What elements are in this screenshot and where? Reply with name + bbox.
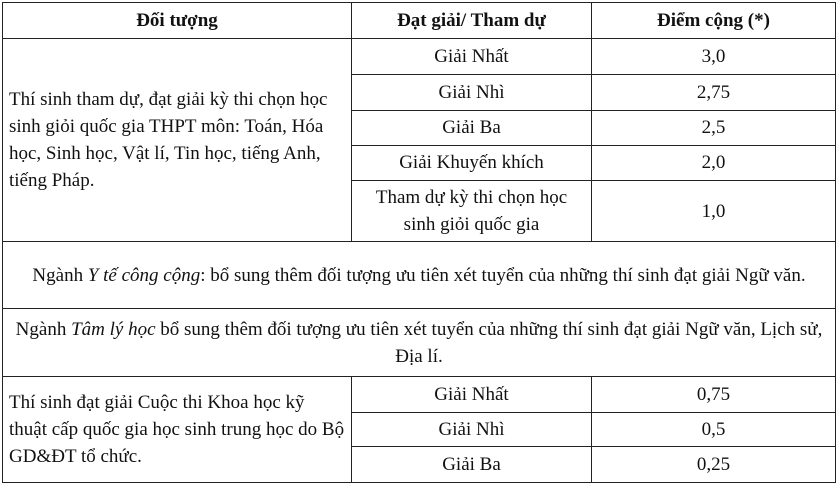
note-row-public-health — [3, 242, 836, 308]
note-row-psychology — [3, 308, 836, 376]
major-name: Y tế công cộng — [87, 264, 201, 286]
header-row — [3, 3, 836, 39]
points-cell: 2,5 — [592, 110, 836, 145]
note-public-health — [3, 242, 836, 308]
table-row — [3, 39, 836, 75]
award-cell: Giải Khuyến khích — [352, 145, 592, 180]
header-award: Đạt giải/ Tham dự — [352, 3, 592, 39]
points-cell: 0,75 — [592, 377, 836, 412]
note-psychology — [3, 308, 836, 376]
note-suffix: : bổ sung thêm đối tượng ưu tiên xét tuyển của những thí sinh đạt giải Ngữ văn. — [200, 264, 806, 286]
table-row — [3, 377, 836, 412]
award-cell: Giải Ba — [352, 110, 592, 145]
award-cell: Tham dự kỳ thi chọn học sinh giỏi quốc gia — [352, 181, 592, 242]
points-cell: 1,0 — [592, 181, 836, 242]
points-cell: 0,25 — [592, 446, 836, 482]
award-cell: Giải Nhất — [352, 377, 592, 412]
award-cell: Giải Nhì — [352, 412, 592, 446]
note-suffix: bổ sung thêm đối tượng ưu tiên xét tuyển của những thí sinh đạt giải Ngữ văn, Lịch sử, Địa lí. — [155, 318, 823, 367]
award-cell: Giải Ba — [352, 446, 592, 482]
bonus-points-table — [2, 2, 836, 483]
note-prefix: Ngành — [15, 318, 72, 340]
points-cell: 3,0 — [592, 39, 836, 75]
award-cell: Giải Nhì — [352, 75, 592, 110]
header-target: Đối tượng — [3, 3, 352, 39]
note-prefix: Ngành — [32, 264, 88, 286]
header-points: Điểm cộng (*) — [592, 3, 836, 39]
points-cell: 0,5 — [592, 412, 836, 446]
major-name: Tâm lý học — [71, 318, 156, 340]
points-cell: 2,75 — [592, 75, 836, 110]
target-science-contest: Thí sinh đạt giải Cuộc thi Khoa học kỹ thuật cấp quốc gia học sinh trung học do Bộ GD&ĐT tổ chức. — [3, 377, 352, 483]
points-cell: 2,0 — [592, 145, 836, 180]
award-cell: Giải Nhất — [352, 39, 592, 75]
target-national-gifted-students: Thí sinh tham dự, đạt giải kỳ thi chọn học sinh giỏi quốc gia THPT môn: Toán, Hóa học, Sinh học, Vật lí, Tin học, tiếng Anh, tiếng Pháp. — [3, 39, 352, 242]
